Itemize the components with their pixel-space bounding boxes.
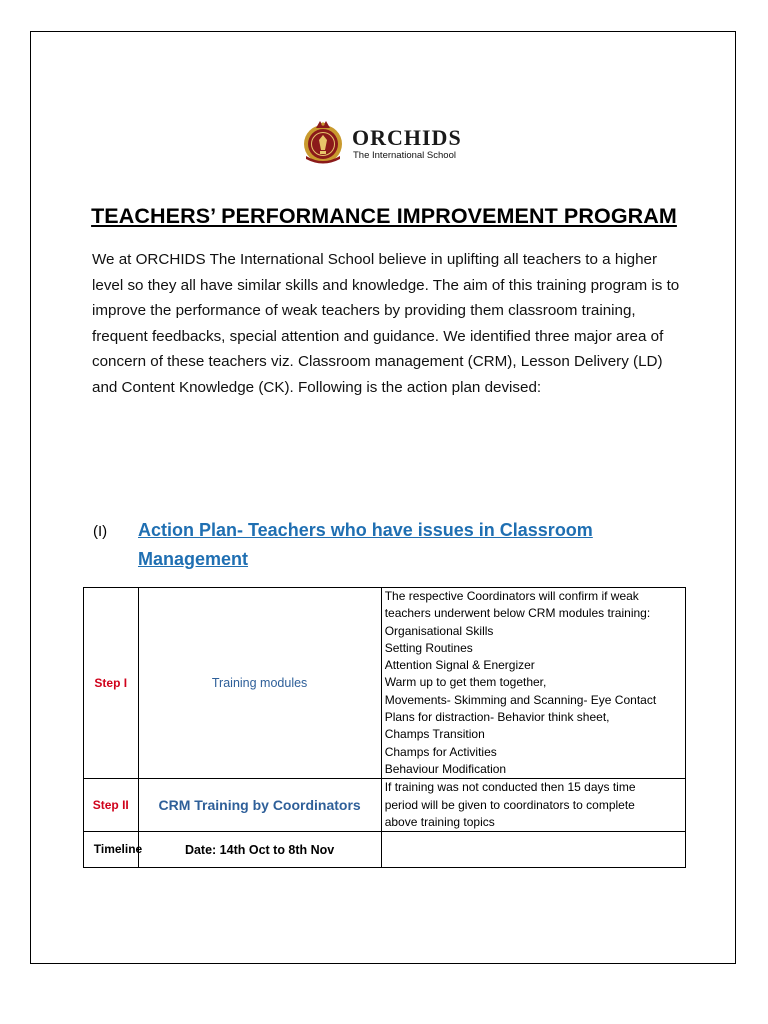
action-plan-table: [83, 587, 686, 868]
details-line: The respective Coordinators will confirm if weak: [384, 589, 639, 603]
details-line: Behaviour Modification: [384, 761, 507, 776]
details-line: Plans for distraction- Behavior think sheet,: [384, 710, 610, 725]
activity-label: Training modules: [211, 676, 308, 691]
date-cell: [138, 832, 381, 868]
details-line: Setting Routines: [384, 640, 473, 655]
details-line: If training was not conducted then 15 days time: [384, 780, 636, 795]
activity-label: CRM Training by Coordinators: [158, 797, 361, 814]
section-marker: (I): [93, 523, 108, 540]
details-line: Warm up to get them together,: [384, 675, 547, 690]
details-line: Attention Signal & Energizer: [384, 658, 535, 673]
document-title: TEACHERS’ PERFORMANCE IMPROVEMENT PROGRAM: [91, 204, 677, 228]
table-row-timeline: [84, 832, 686, 868]
logo-wordmark: ORCHIDS: [352, 125, 462, 150]
details-cell: [381, 779, 685, 832]
step-cell: [84, 779, 139, 832]
timeline-label: Timeline: [93, 842, 143, 857]
logo-subtitle: The International School: [353, 150, 456, 161]
details-line: above training topics: [384, 814, 495, 829]
intro-paragraph: We at ORCHIDS The International School believe in uplifting all teachers to a higher level so they all have similar skills and knowledge. The aim of this training program is to improve the performance of weak teachers by providing them classroom training, frequent feedbacks, special attention and guidance. We identified three major area of concern of these teachers viz. Classroom management (CRM), Lesson Delivery (LD) and Content Knowledge (CK). Following is the action plan devised:: [92, 251, 680, 396]
table-row-step-1: [84, 588, 686, 779]
activity-cell: [138, 779, 381, 832]
table-row-step-2: [84, 779, 686, 832]
details-line: Movements- Skimming and Scanning- Eye Contact: [384, 692, 657, 707]
timeline-cell: [84, 832, 143, 868]
step-label: Step I: [94, 676, 128, 691]
step-label: Step II: [92, 798, 129, 813]
details-line: teachers underwent below CRM modules training:: [384, 606, 651, 621]
details-line: Champs Transition: [384, 727, 485, 742]
details-cell: [381, 588, 685, 779]
school-logo: [298, 118, 478, 166]
section-heading: Action Plan- Teachers who have issues in Classroom Management: [138, 520, 593, 569]
details-cell: [381, 832, 685, 868]
details-line: Organisational Skills: [384, 623, 494, 638]
details-line: period will be given to coordinators to complete: [384, 797, 635, 812]
orchids-emblem-icon: [298, 118, 348, 166]
step-cell: [84, 588, 139, 779]
timeline-date: Date: 14th Oct to 8th Nov: [184, 842, 335, 857]
details-line: Champs for Activities: [384, 744, 497, 759]
activity-cell: [138, 588, 381, 779]
